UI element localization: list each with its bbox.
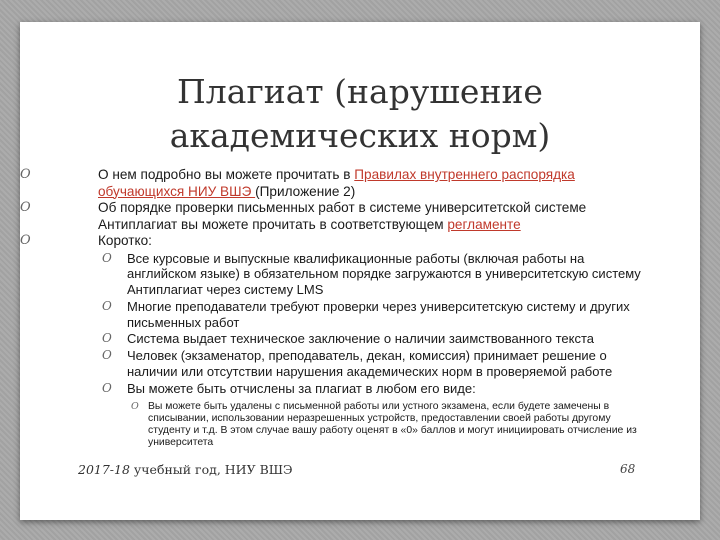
list-item-antiplagiat <box>18 200 643 233</box>
item-text-after: (Приложение 2) <box>255 183 356 199</box>
bullet-icon: O <box>131 400 139 412</box>
regulation-link[interactable]: регламенте <box>447 216 521 232</box>
sub-item-text: Все курсовые и выпускные квалификационные работы (включая работы на английском языке) в обязательном порядке загружаются в университетскую систему Антиплагиат через систему LMS <box>127 250 641 298</box>
item-text: О нем подробно вы можете прочитать в <box>98 167 355 182</box>
bullet-icon: O <box>102 250 112 265</box>
sub-item <box>18 331 643 347</box>
item-text: Коротко: <box>98 233 152 248</box>
title-line-1: Плагиат (нарушение <box>177 72 543 111</box>
rules-link[interactable]: Правилах внутреннего распорядка обучающихся НИУ ВШЭ <box>98 167 575 199</box>
sub-sub-item <box>18 401 643 450</box>
sub-item-text: Многие преподаватели требуют проверки через университетскую систему и других письменных работ <box>127 298 630 330</box>
bullet-icon: O <box>20 233 31 248</box>
page-number: 68 <box>620 462 636 476</box>
sub-item-text: Система выдает техническое заключение о наличии заимствованного текста <box>127 331 594 347</box>
bullet-icon: O <box>20 200 31 215</box>
bullet-icon: O <box>20 167 31 182</box>
bullet-icon: O <box>102 380 112 395</box>
bullet-icon: O <box>102 298 112 313</box>
sub-item-text: Вы можете быть отчислены за плагиат в любом его виде: <box>127 380 476 396</box>
sub-item <box>18 381 643 397</box>
sub-item <box>18 251 643 298</box>
sub-item-text: Человек (экзаменатор, преподаватель, декан, комиссия) принимает решение о наличии или отсутствии нарушения академических норм в проверяемой работе <box>127 348 613 380</box>
footer-text: учебный год, НИУ ВШЭ <box>129 462 293 477</box>
item-text: Об порядке проверки письменных работ в системе университетской системе Антиплагиат вы можете прочитать в соответствующем <box>98 200 587 232</box>
list-item-summary <box>18 233 643 250</box>
list-item-rules <box>18 167 643 200</box>
title-line-2: академических норм) <box>169 116 551 155</box>
slide-content <box>18 167 643 449</box>
sub-item <box>18 348 643 380</box>
sub-sub-item-text: Вы можете быть удалены с письменной работы или устного экзамена, если будете замечены в списывании, использовании неразрешенных устройств, предоставлении своей работы другому студенту и т.д. В этом случае вашу работу оценят в «0» баллов и могут инициировать отчисление из университета <box>148 400 637 449</box>
footer <box>78 462 293 477</box>
bullet-icon: O <box>102 331 112 346</box>
footer-year: 2017-18 <box>78 462 130 477</box>
sub-item <box>18 299 643 331</box>
bullet-icon: O <box>102 348 112 363</box>
slide-title <box>120 70 600 158</box>
